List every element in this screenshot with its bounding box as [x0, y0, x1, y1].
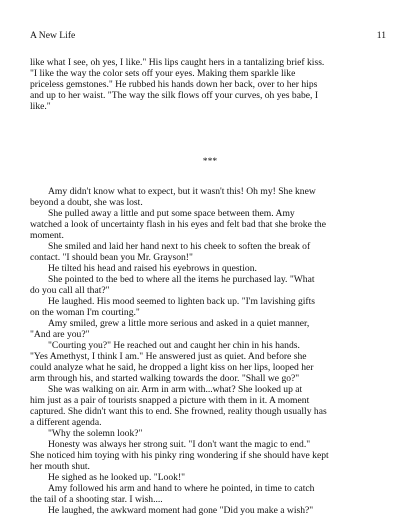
text-line: watched a look of uncertainty flash in his eyes and felt bad that she broke the — [30, 219, 326, 230]
text-line: could analyze what he said, he dropped a light kiss on her lips, looped her — [30, 362, 314, 373]
text-line: moment. — [30, 230, 64, 241]
running-header — [30, 30, 390, 42]
text-line: beyond a doubt, she was lost. — [30, 197, 143, 208]
text-line: him just as a pair of tourists snapped a picture with them in it. A moment — [30, 395, 310, 406]
text-line: "Yes Amethyst, I think I am." He answered just as quiet. And before she — [30, 351, 307, 362]
text-line: "Courting you?" He reached out and caught her chin in his hands. — [48, 340, 300, 351]
text-line: priceless gemstones." He rubbed his hands down her back, over to her hips — [30, 79, 318, 90]
text-line: He laughed, the awkward moment had gone "Did you make a wish?" — [48, 505, 314, 516]
page-number: 11 — [376, 30, 386, 41]
text-line: captured. She didn't want this to end. She frowned, reality though usually has — [30, 406, 327, 417]
text-line: do you call all that?" — [30, 285, 110, 296]
text-line: "And are you?" — [30, 329, 90, 340]
text-line: Amy smiled, grew a little more serious and asked in a quiet manner, — [48, 318, 310, 329]
text-line: a different agenda. — [30, 417, 102, 428]
text-line: like what I see, oh yes, I like." His lips caught hers in a tantalizing brief kiss. — [30, 57, 325, 68]
top-paragraph — [30, 57, 392, 112]
text-line: "Why the solemn look?" — [48, 428, 143, 439]
text-line: contact. "I should bean you Mr. Grayson!" — [30, 252, 193, 263]
text-line: like." — [30, 101, 51, 112]
text-line: She smiled and laid her hand next to his cheek to soften the break of — [48, 241, 311, 252]
text-line: arm through his, and started walking towards the door. "Shall we go?" — [30, 373, 300, 384]
text-line: the tail of a shooting star. I wish.... — [30, 494, 163, 505]
text-line: and up to her waist. "The way the silk flows off your curves, oh yes babe, I — [30, 90, 319, 101]
text-line: She pulled away a little and put some space between them. Amy — [48, 208, 295, 219]
text-line: Amy followed his arm and hand to where he pointed, in time to catch — [48, 483, 315, 494]
scene-break: *** — [202, 156, 218, 167]
text-line: on the woman I'm courting." — [30, 307, 140, 318]
book-title: A New Life — [30, 30, 76, 41]
body-text — [30, 186, 392, 516]
text-line: She was walking on air. Arm in arm with...what? She looked up at — [48, 384, 303, 395]
text-line: "I like the way the color sets off your eyes. Making them sparkle like — [30, 68, 296, 79]
text-line: He tilted his head and raised his eyebrows in question. — [48, 263, 257, 274]
text-line: She pointed to the bed to where all the items he purchased lay. "What — [48, 274, 315, 285]
text-line: He sighed as he looked up. "Look!" — [48, 472, 186, 483]
text-line: She noticed him toying with his pinky ring wondering if she should have kept — [30, 450, 329, 461]
text-line: Honesty was always her strong suit. "I don't want the magic to end." — [48, 439, 311, 450]
text-line: He laughed. His mood seemed to lighten back up. "I'm lavishing gifts — [48, 296, 316, 307]
text-line: her mouth shut. — [30, 461, 90, 472]
text-line: Amy didn't know what to expect, but it wasn't this! Oh my! She knew — [48, 186, 316, 197]
